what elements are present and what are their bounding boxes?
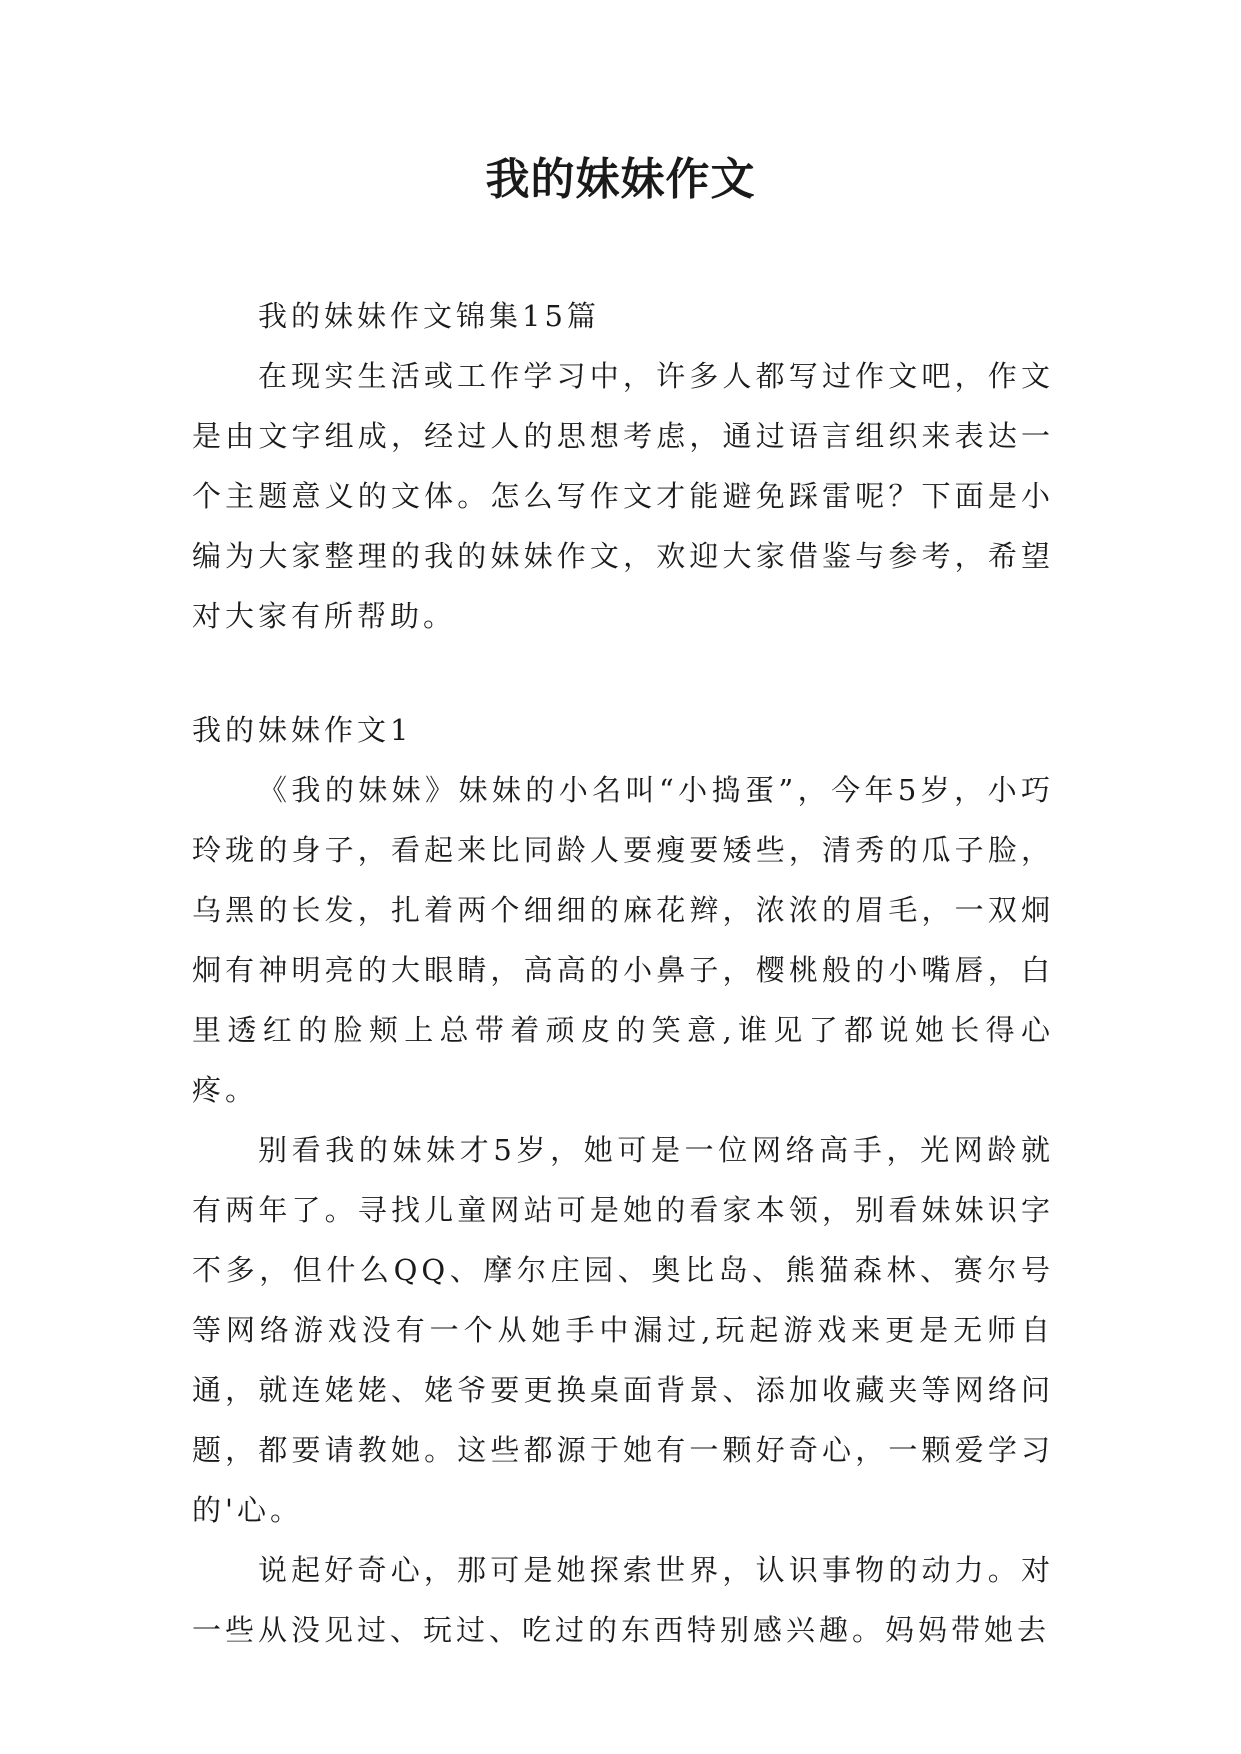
document-title: 我的妹妹作文 xyxy=(485,154,756,205)
paragraph-curiosity: 说起好奇心，那可是她探索世界，认识事物的动力。对一些从没见过、玩过、吃过的东西特别感兴趣。妈妈带她去 xyxy=(192,1553,1054,1647)
paragraph-subtitle: 我的妹妹作文锦集15篇 xyxy=(258,299,600,333)
section-heading: 我的妹妹作文1 xyxy=(192,713,413,747)
paragraph-intro: 在现实生活或工作学习中，许多人都写过作文吧，作文是由文字组成，经过人的思想考虑，通过语言组织来表达一个主题意义的文体。怎么写作文才能避免踩雷呢？下面是小编为大家整理的我的妹妹作文，欢迎大家借鉴与参考，希望对大家有所帮助。 xyxy=(192,359,1054,633)
paragraph-gap xyxy=(192,646,1054,700)
document-body xyxy=(192,286,1054,1660)
paragraph-description: 《我的妹妹》妹妹的小名叫“小捣蛋”，今年5岁，小巧玲珑的身子，看起来比同龄人要瘦要矮些，清秀的瓜子脸，乌黑的长发，扎着两个细细的麻花辫，浓浓的眉毛，一双炯炯有神明亮的大眼睛，高高的小鼻子，樱桃般的小嘴唇，白里透红的脸颊上总带着顽皮的笑意,谁见了都说她长得心疼。 xyxy=(192,773,1054,1107)
paragraph-internet: 别看我的妹妹才5岁，她可是一位网络高手，光网龄就有两年了。寻找儿童网站可是她的看家本领，别看妹妹识字不多，但什么QQ、摩尔庄园、奥比岛、熊猫森林、赛尔号等网络游戏没有一个从她手中漏过,玩起游戏来更是无师自通，就连姥姥、姥爷要更换桌面背景、添加收藏夹等网络问题，都要请教她。这些都源于她有一颗好奇心，一颗爱学习的'心。 xyxy=(192,1133,1054,1527)
